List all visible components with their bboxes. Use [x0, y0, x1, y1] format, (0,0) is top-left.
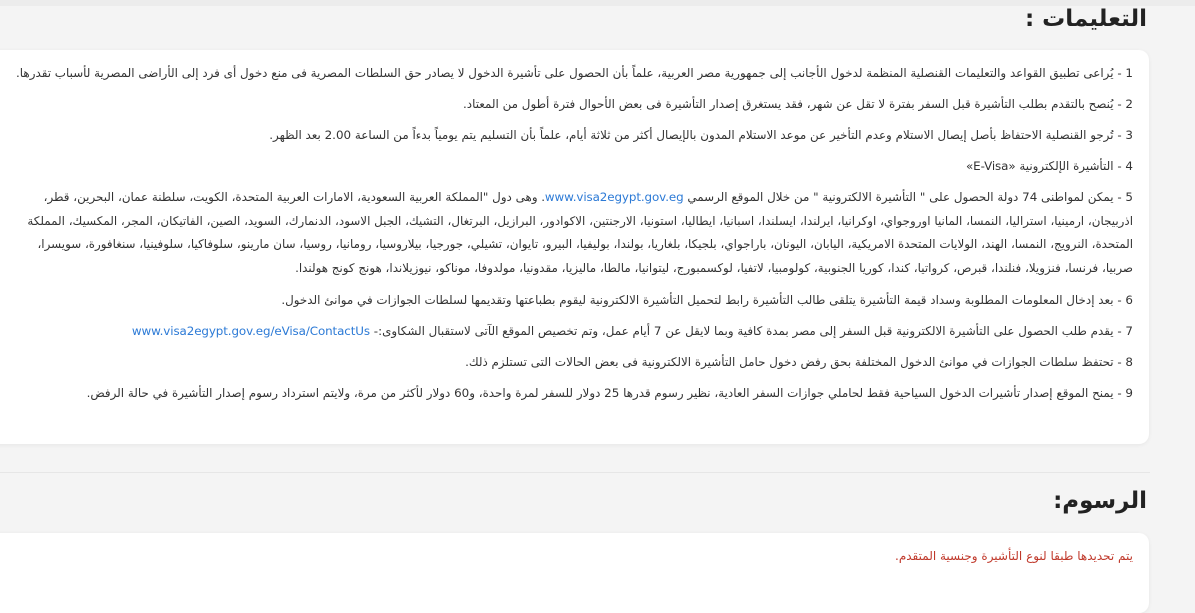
item-number: 7 - [1113, 324, 1133, 339]
item-text: يُنصح بالتقدم بطلب التأشيرة قبل السفر بفترة لا تقل عن شهر، فقد يستغرق إصدار التأشيرة فى بعض الأحوال فترة أطول من المعتاد. [463, 97, 1114, 111]
fees-title: الرسوم: [1053, 488, 1147, 514]
item-number: 2 - [1113, 97, 1133, 111]
section-divider [0, 472, 1150, 473]
item-number: 1 - [1113, 66, 1133, 80]
item-number: 3 - [1113, 128, 1133, 142]
item-text: تحتفظ سلطات الجوازات في موانئ الدخول المختلفة بحق رفض دخول حامل التأشيرة الالكترونية فى بعض الحالات التى تستلزم ذلك. [465, 355, 1114, 370]
visa-site-link[interactable]: www.visa2egypt.gov.eg [544, 190, 684, 204]
item-text-countries: . وهى دول "المملكة العربية السعودية، الامارات العربية المتحدة، الكويت، سلطنة عمان، البحرين، قطر، اذربيجان، ارمينيا، استراليا، النمسا، المانيا اوروجواي، اوكرانيا، ايرلندا، ايسلندا، اسبانيا، ايطاليا، استونيا، الارجنتين، الاكوادور، البرازيل، البرتغال، التشيك، الجبل الاسود، الدنمارك، السويد، الصين، الفاتيكان، المجر، المكسيك، المملكة المتحدة، النرويج، النمسا، الهند، الولايات المتحدة الامريكية، اليابان، اليونان، باراجواي، بلجيكا، بلغاريا، بولندا، بوليفيا، البيرو، تايوان، تشيلي، جورجيا، بيلاروسيا، رومانيا، روسيا، سان مارينو، سلوفاكيا، سلوفينيا، سنغافورة، سويسرا، صربيا، فرنسا، فنزويلا، فنلندا، قبرص، كرواتيا، كندا، كوريا الجنوبية، كولومبيا، لاتفيا، لوكسمبورج، ليتوانيا، مالطا، ماليزيا، مقدونيا، مولدوفا، موناكو، نيوزيلاندا، هونج كونج هولندا. [27, 190, 1133, 275]
item-number: 6 - [1113, 293, 1133, 308]
fees-card [0, 533, 1149, 613]
item-text: تُرجو القنصلية الاحتفاظ بأصل إيصال الاستلام وعدم التأخير عن موعد الاستلام المدون بالإيصال أكثر من ثلاثة أيام، علماً بأن التسليم يتم يومياً بدءاً من الساعة 2.00 بعد الظهر. [269, 128, 1114, 142]
contact-us-link[interactable]: www.visa2egypt.gov.eg/eVisa/ContactUs [131, 324, 371, 339]
item-number: 4 - [1113, 159, 1133, 173]
instruction-item-3 [12, 124, 1133, 146]
instruction-item-6 [12, 289, 1133, 311]
instruction-item-4 [12, 155, 1133, 177]
instructions-card [0, 50, 1149, 444]
instruction-item-5 [12, 186, 1133, 280]
item-number: 5 - [1113, 190, 1133, 204]
instruction-item-9 [12, 382, 1133, 404]
item-text: يُراعى تطبيق القواعد والتعليمات القنصلية المنظمة لدخول الأجانب إلى جمهورية مصر العربية، علماً بأن الحصول على تأشيرة الدخول لا يصادر حق السلطات المصرية فى منع دخول أى فرد إلى الأراضى المصرية لأسباب تقدرها. [16, 66, 1114, 80]
instructions-list [12, 62, 1133, 404]
item-text: يقدم طلب الحصول على التأشيرة الالكترونية قبل السفر إلى مصر بمدة كافية وبما لايقل عن 7 أيام عمل، وتم تخصيص الموقع الآتى لاستقبال الشكاوى:- [373, 324, 1114, 339]
item-text: يمكن لمواطنى 74 دولة الحصول على " التأشيرة الالكترونية " من خلال الموقع الرسمي [687, 190, 1114, 204]
instructions-title: التعليمات : [1024, 6, 1147, 32]
top-border [0, 0, 1195, 6]
item-text: بعد إدخال المعلومات المطلوبة وسداد قيمة التأشيرة يتلقى طالب التأشيرة رابط لتحميل التأشيرة الالكترونية ليقوم بطباعتها وتقديمها لسلطات الجوازات في موانئ الدخول. [281, 293, 1114, 308]
fees-note: يتم تحديدها طبقا لنوع التأشيرة وجنسية المتقدم. [895, 549, 1133, 563]
instruction-item-2 [12, 93, 1133, 115]
instruction-item-8 [12, 351, 1133, 373]
instruction-item-7 [12, 320, 1133, 342]
item-text: يمنح الموقع إصدار تأشيرات الدخول السياحية فقط لحاملي جوازات السفر العادية، نظير رسوم قدرها 25 دولار للسفر لمرة واحدة، و60 دولار لأكثر من مرة، ولايتم استرداد رسوم إصدار التأشيرة في حالة الرفض. [86, 386, 1114, 401]
item-number: 8 - [1113, 355, 1133, 370]
item-number: 9 - [1113, 386, 1133, 401]
item-text: التأشيرة الإلكترونية «E-Visa» [965, 159, 1114, 173]
instruction-item-1 [12, 62, 1133, 84]
